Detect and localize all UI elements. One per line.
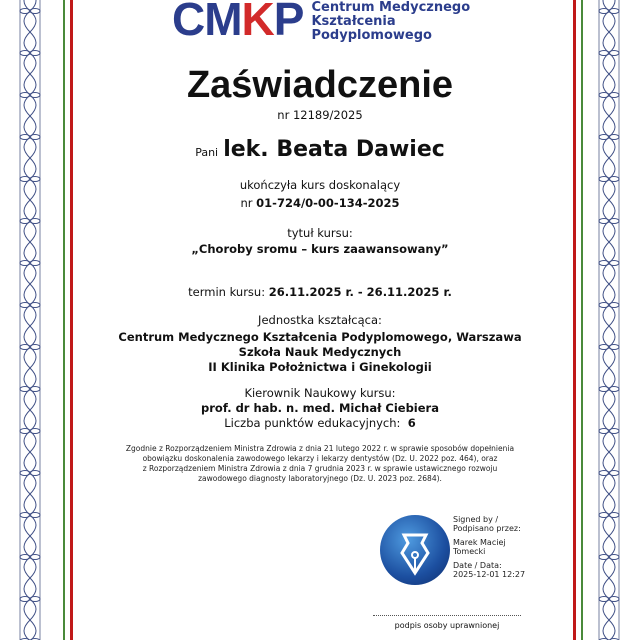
recipient-prefix: Pani [195, 146, 219, 159]
director: Kierownik Naukowy kursu: prof. dr hab. n. med. Michał Ciebiera Liczba punktów edukacyjnych: 6 [201, 386, 439, 430]
completed-text: ukończyła kurs doskonalący [239, 178, 401, 192]
signature-line [373, 615, 521, 616]
recipient [0, 137, 640, 162]
logo-text-line: Centrum Medycznego [311, 0, 471, 15]
logo-mark: CMKP [172, 0, 304, 45]
unit-lines: Centrum Medycznego Kształcenia Podyplomowego, Warszawa Szkoła Nauk Medycznych II Klinika Położnictwa i Ginekologii [118, 330, 522, 374]
digital-signature [380, 515, 533, 585]
signed-by-label: Signed by / Podpisano przez: [453, 515, 521, 533]
pen-nib-seal-icon [380, 515, 450, 585]
course-title: „Choroby sromu – kurs zaawansowany” [191, 242, 449, 256]
certificate-number: nr 12189/2025 [277, 108, 363, 122]
course-title-label: tytuł kursu: [287, 226, 353, 240]
recipient-name: lek. Beata Dawiec [223, 137, 445, 162]
unit-label: Jednostka kształcąca: [258, 313, 382, 327]
logo-text-line: Podyplomowego [311, 28, 432, 43]
course-number: nr 01-724/0-00-134-2025 [240, 196, 400, 210]
certificate-title: Zaświadczenie [186, 64, 454, 106]
course-term: termin kursu: 26.11.2025 r. - 26.11.2025 r. [188, 285, 452, 299]
signature-date: 2025-12-01 12:27 [453, 570, 526, 579]
points-value: 6 [407, 416, 416, 430]
legal-note: Zgodnie z Rozporządzeniem Ministra Zdrowia z dnia 21 lutego 2022 r. w sprawie sposobów dopełnienia obowiązku doskonalenia zawodowego lekarzy i lekarzy dentystów (Dz. U. 2022 poz. 464), oraz z Rozporządzeniem Ministra Zdrowia z dnia 7 grudnia 2023 r. w sprawie ustawicznego rozwoju zawodowego diagnosty laboratoryjnego (Dz. U. 2023 poz. 2684). [125, 444, 515, 483]
signer-name: Marek Maciej Tomecki [453, 538, 506, 556]
logo-text-line: Kształcenia [311, 14, 396, 29]
date-label: Date / Data: [453, 561, 502, 570]
signature-caption: podpis osoby uprawnionej [394, 621, 500, 630]
cmkp-logo [172, 0, 470, 44]
